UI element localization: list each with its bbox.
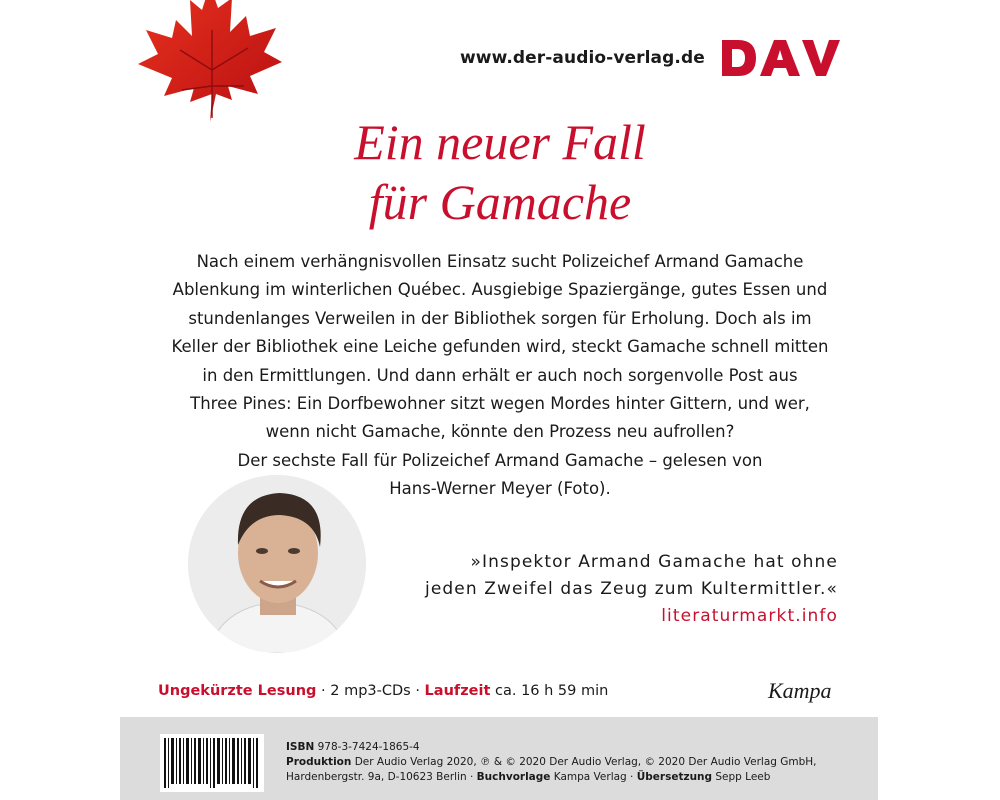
blurb-line: Ablenkung im winterlichen Québec. Ausgiebige Spaziergänge, gutes Essen und (172, 280, 828, 300)
dav-logo (722, 38, 840, 78)
legal-footer (120, 717, 878, 800)
lesung-label: Ungekürzte Lesung (158, 683, 317, 699)
barcode-icon (160, 734, 264, 792)
blurb-line: Keller der Bibliothek eine Leiche gefunden wird, steckt Gamache schnell mitten (171, 337, 829, 357)
laufzeit-value: ca. 16 h 59 min (490, 683, 609, 699)
publisher-logo: Kampa (768, 678, 832, 703)
blurb-line: Nach einem verhängnisvollen Einsatz sucht Polizeichef Armand Gamache (196, 252, 804, 271)
blurb-line: stundenlanges Verweilen in der Bibliothek sorgen für Erholung. Doch als im (188, 308, 812, 328)
blurb-line: Hans-Werner Meyer (Foto). (389, 479, 611, 499)
maple-leaf-icon (132, 0, 282, 125)
laufzeit-label: Laufzeit (424, 683, 491, 699)
title-line-1: Ein neuer Fall (354, 114, 646, 170)
product-info (158, 683, 608, 699)
quote-source[interactable]: literaturmarkt.info (661, 606, 838, 626)
produktion-line: Produktion Der Audio Verlag 2020, ℗ & © 2020 Der Audio Verlag, © 2020 Der Audio Verlag GmbH, (286, 756, 817, 768)
blurb-line: wenn nicht Gamache, könnte den Prozess neu aufrollen? (265, 422, 735, 442)
quote-line-2: jeden Zweifel das Zeug zum Kultermittler.« (425, 579, 838, 599)
narrator-photo (188, 475, 366, 653)
press-quote (425, 549, 838, 630)
blurb-line: in den Ermittlungen. Und dann erhält er auch noch sorgenvolle Post aus (202, 365, 798, 385)
blurb-line: Der sechste Fall für Polizeichef Armand Gamache – gelesen von (237, 450, 763, 470)
address-line: Hardenbergstr. 9a, D-10623 Berlin · Buchvorlage Kampa Verlag · Übersetzung Sepp Leeb (286, 771, 771, 783)
blurb-line: Three Pines: Ein Dorfbewohner sitzt wegen Mordes hinter Gittern, und wer, (190, 394, 810, 414)
legal-text (286, 740, 817, 785)
page-title (0, 112, 1000, 232)
title-line-2: für Gamache (368, 174, 632, 230)
website-url[interactable]: www.der-audio-verlag.de (460, 48, 705, 68)
description-text (150, 248, 850, 504)
cd-count: · 2 mp3-CDs · (316, 683, 425, 699)
isbn-line: ISBN 978-3-7424-1865-4 (286, 741, 420, 753)
quote-line-1: »Inspektor Armand Gamache hat ohne (470, 552, 838, 572)
